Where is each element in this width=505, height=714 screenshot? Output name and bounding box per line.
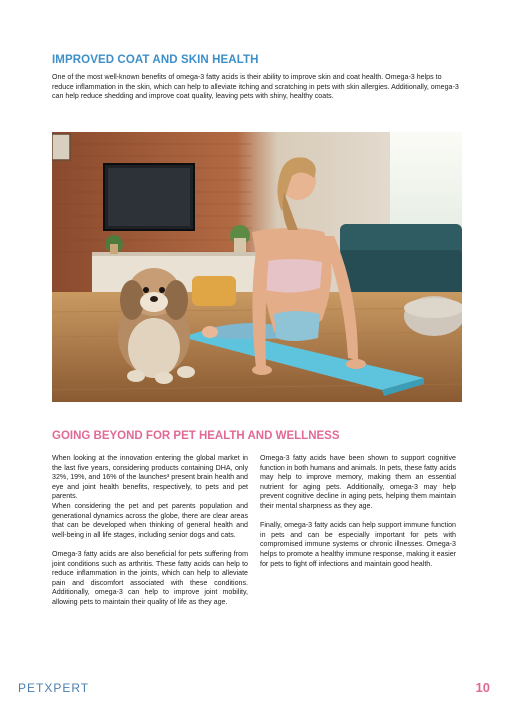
page-number: 10: [475, 680, 490, 695]
right-column: [260, 454, 456, 579]
paragraph: When considering the pet and pet parents population and generational dynamics across the globe, there are clear areas that can be developed when thinking of general health and well-being in all life stages, including senior dogs and cats.: [52, 501, 248, 539]
paragraph: Finally, omega-3 fatty acids can help support immune function in pets and can be especially important for pets with compromised immune systems or chronic illnesses. Omega-3 helps to promote a healthy immune response, making it easier for pets to fight off infections and maintain good health.: [260, 521, 456, 568]
footer-brand: PETXPERT: [18, 681, 90, 695]
left-column: [52, 454, 248, 617]
section-title-coat-skin: IMPROVED COAT AND SKIN HEALTH: [52, 54, 259, 66]
paragraph: When looking at the innovation entering the global market in the last five years, considering products containing DHA, only 32%, 19%, and 16% of the launches³ present brain health and eye and joint health benefits, respectively, to pets and pet parents.: [52, 454, 248, 501]
woman-yoga-with-dog-photo: [52, 132, 462, 402]
section-title-pet-health: GOING BEYOND FOR PET HEALTH AND WELLNESS: [52, 430, 340, 442]
paragraph: Omega-3 fatty acids have been shown to support cognitive function in both humans and animals. In pets, these fatty acids may help to improve memory, making them an essential nutrient for aging pets. Additionally, omega-3 may help prevent cognitive decline in aging pets, helping them maintain their mental sharpness as they age.: [260, 454, 456, 510]
section-intro-paragraph: One of the most well-known benefits of omega-3 fatty acids is their ability to improve skin and coat health. Omega-3 helps to reduce inflammation in the skin, which can help to alleviate itching and scratching in pets with skin allergies. Additionally, omega-3 can help reduce shedding and improve coat quality, leaving pets with shiny, healthy coats.: [52, 73, 459, 101]
paragraph: Omega-3 fatty acids are also beneficial for pets suffering from joint conditions such as arthritis. These fatty acids can help to reduce inflammation in the joints, which can help to alleviate pain and discomfort associated with these conditions. Additionally, omega-3 can help to improve joint mobility, allowing pets to maintain their quality of life as they age.: [52, 549, 248, 606]
